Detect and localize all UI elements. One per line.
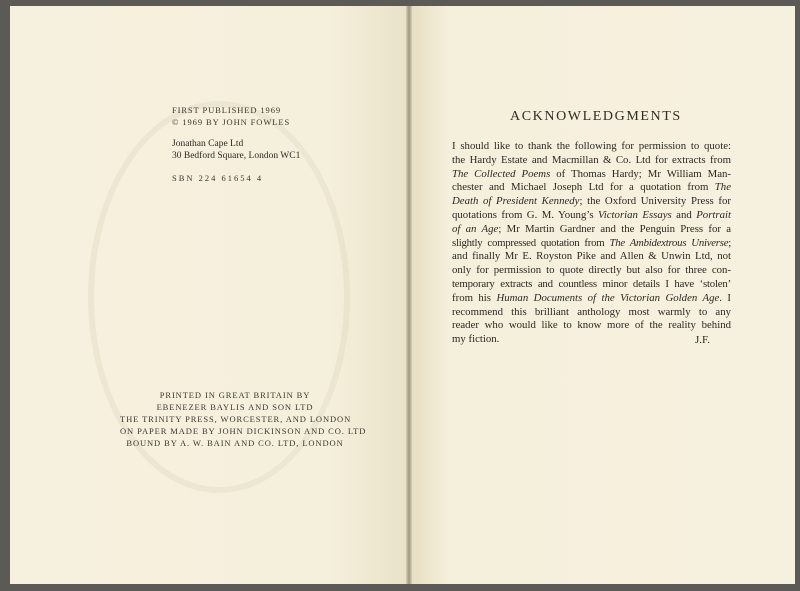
body-line: The Collected Poems of Thomas Hardy; Mr William Man- [452, 167, 731, 180]
body-line: only for permission to quote directly but also for three con- [452, 264, 731, 277]
body-line: my fiction. [452, 333, 500, 346]
body-line: and finally Mr E. Royston Pike and Allen & Unwin Ltd, not [452, 250, 731, 263]
body-line: chester and Michael Joseph Ltd for a quotation from The [452, 181, 731, 194]
publisher-address: 30 Bedford Square, London WC1 [172, 151, 301, 161]
signature-initials: J.F. [695, 334, 711, 346]
printer-line: ON PAPER MADE BY JOHN DICKINSON AND CO. LTD [120, 426, 367, 436]
acknowledgments-title: ACKNOWLEDGMENTS [510, 109, 682, 124]
left-page [10, 6, 408, 584]
body-line: Death of President Kennedy; the Oxford University Press for [452, 195, 731, 208]
printer-line: BOUND BY A. W. BAIN AND CO. LTD, LONDON [126, 438, 344, 448]
sbn-line: SBN 224 61654 4 [172, 173, 264, 183]
copyright-line: © 1969 BY JOHN FOWLES [172, 117, 291, 127]
printer-line: THE TRINITY PRESS, WORCESTER, AND LONDON [120, 414, 352, 424]
body-line: the Hardy Estate and Macmillan & Co. Ltd for extracts from [452, 153, 731, 166]
publisher-name: Jonathan Cape Ltd [172, 139, 244, 149]
body-line: temporary extracts and countless minor details I have ‘stolen’ [452, 277, 731, 290]
body-line: recommend this brilliant anthology most warmly to any [452, 305, 731, 318]
first-published-line: FIRST PUBLISHED 1969 [172, 105, 281, 115]
body-line: slightly compressed quotation from The Ambidextrous Universe; [452, 236, 732, 249]
printer-colophon [120, 389, 367, 449]
acknowledgments-body [452, 140, 731, 347]
body-line: quotations from G. M. Young’s Victorian Essays and Portrait [452, 208, 731, 221]
body-line: of an Age; Mr Martin Gardner and the Penguin Press for a [452, 222, 732, 235]
imprint-block [172, 104, 342, 184]
printer-line: PRINTED IN GREAT BRITAIN BY [159, 390, 311, 400]
body-line: I should like to thank the following for permission to quote: [452, 140, 731, 152]
body-line: reader who would like to know more of the reality behind [452, 319, 731, 332]
book-gutter [406, 6, 412, 584]
body-line: from his Human Documents of the Victorian Golden Age. I [452, 291, 731, 304]
printer-line: EBENEZER BAYLIS AND SON LTD [156, 402, 314, 412]
